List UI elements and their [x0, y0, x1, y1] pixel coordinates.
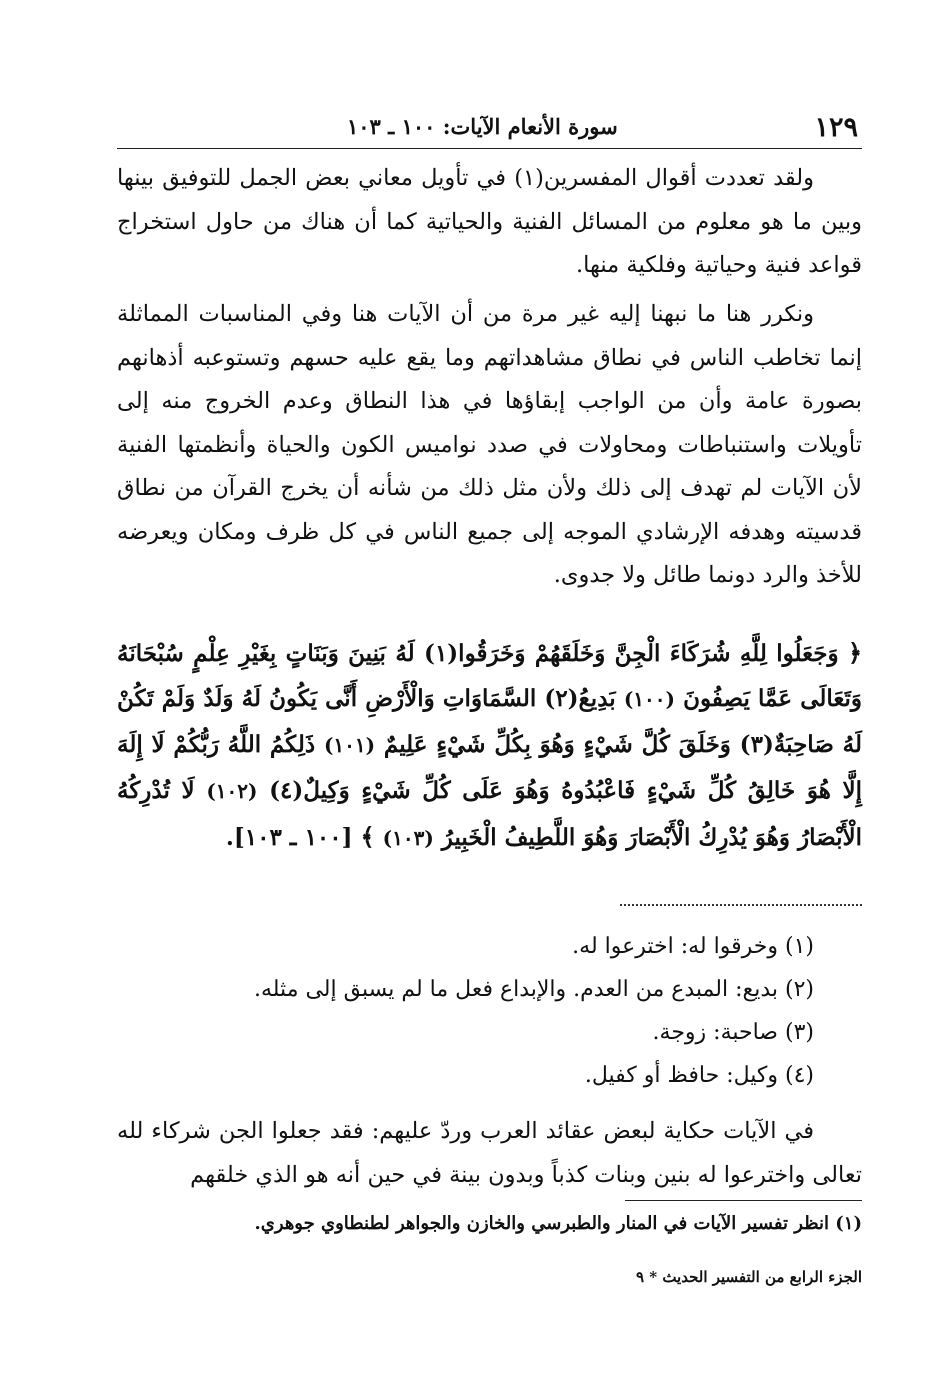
verse-segment: وَجَعَلُوا لِلَّهِ شُرَكَاءَ الْجِنَّ وَخَلَقَهُمْ وَخَرَقُوا(١) لَهُ بَنِينَ وَبَنَاتٍ بِغَيْرِ عِلْمٍ سُبْحَانَهُ وَتَعَالَى عَمَّا يَصِفُونَ: [117, 640, 862, 712]
paragraph-1-text: ولقد تعددت أقوال المفسرين(١) في تأويل معاني بعض الجمل للتوفيق بينها وبين ما هو معلوم من المسائل الفنية والحياتية كما أن هناك من حاول استخراج قواعد فنية وحياتية وفلكية منها.: [117, 165, 862, 278]
gloss-item: (٢) بديع: المبدع من العدم. والإبداع فعل ما لم يسبق إلى مثله.: [253, 977, 814, 1002]
gloss-list: [117, 925, 814, 1097]
paragraph-2: [117, 293, 862, 598]
verse-close-ornament: ﴾: [360, 822, 375, 851]
verse-open-ornament: ﴿: [847, 638, 862, 667]
ayah-number-marker: (١٠١): [323, 733, 376, 757]
paragraph-1: [117, 157, 862, 288]
dotted-separator: [620, 904, 862, 906]
paragraph-2-text: ونكرر هنا ما نبهنا إليه غير مرة من أن الآيات هنا وفي المناسبات المماثلة إنما تخاطب الناس في نطاق مشاهداتهم وما يقع عليه حسهم وتستوعبه أذهانهم بصورة عامة وأن من الواجب إبقاؤها في هذا النطاق وعدم الخروج منه إلى تأويلات واستنباطات ومحاولات في صدد نواميس الكون والحياة وأنظمتها الفنية لأن الآيات لم تهدف إلى ذلك ولأن مثل ذلك من شأنه أن يخرج القرآن من نطاق قدسيته وهدفه الإرشادي الموجه إلى جميع الناس في كل ظرف ومكان ويعرضه للأخذ والرد دونما طائل ولا جدوى.: [117, 301, 862, 588]
gloss-item: (٤) وكيل: حافظ أو كفيل.: [584, 1063, 814, 1088]
verse-reference: [١٠٠ ـ ١٠٣].: [225, 824, 353, 851]
footnote-separator: [625, 1200, 862, 1201]
paragraph-3-text: في الآيات حكاية لبعض عقائد العرب وردّ عليهم: فقد جعلوا الجن شركاء لله تعالى واخترعوا له بنين وبنات كذباً وبدون بينة في حين أنه هو الذي خلقهم: [117, 1118, 862, 1188]
paragraph-3: [117, 1110, 862, 1197]
quran-verse-block: [117, 630, 862, 861]
page-number: ١٢٩: [814, 112, 858, 143]
ayah-number-marker: (١٠٠): [623, 687, 675, 711]
verse-segment: ذَلِكُمُ اللَّهُ رَبُّكُمْ لَا إِلَهَ إِلَّا هُوَ خَالِقُ كُلِّ شَيْءٍ فَاعْبُدُوهُ وَهُوَ عَلَى كُلِّ شَيْءٍ وَكِيلٌ(٤): [117, 731, 862, 804]
verse-segment: بَدِيعُ(٢) السَّمَاوَاتِ وَالْأَرْضِ أَنَّى يَكُونُ لَهُ وَلَدٌ وَلَمْ تَكُنْ لَهُ صَاحِبَةٌ(٣) وَخَلَقَ كُلَّ شَيْءٍ وَهُوَ بِكُلِّ شَيْءٍ عَلِيمٌ: [117, 685, 862, 758]
verse-segment: لَا تُدْرِكُهُ الْأَبْصَارُ وَهُوَ يُدْرِكُ الْأَبْصَارَ وَهُوَ اللَّطِيفُ الْخَبِيرُ: [117, 777, 862, 851]
volume-signature: الجزء الرابع من التفسير الحديث * ٩: [635, 1268, 862, 1286]
gloss-item: (١) وخرقوا له: اخترعوا له.: [572, 934, 814, 959]
gloss-item: (٣) صاحبة: زوجة.: [652, 1020, 814, 1045]
page-header: [117, 108, 862, 149]
ayah-number-marker: (١٠٣): [382, 826, 434, 850]
running-title: سورة الأنعام الآيات: ١٠٠ ـ ١٠٣: [347, 114, 618, 139]
ayah-number-marker: (١٠٢): [206, 779, 258, 803]
footnote: (١) انظر تفسير الآيات في المنار والطبرسي والخازن والجواهر لطنطاوي جوهري.: [254, 1213, 862, 1234]
